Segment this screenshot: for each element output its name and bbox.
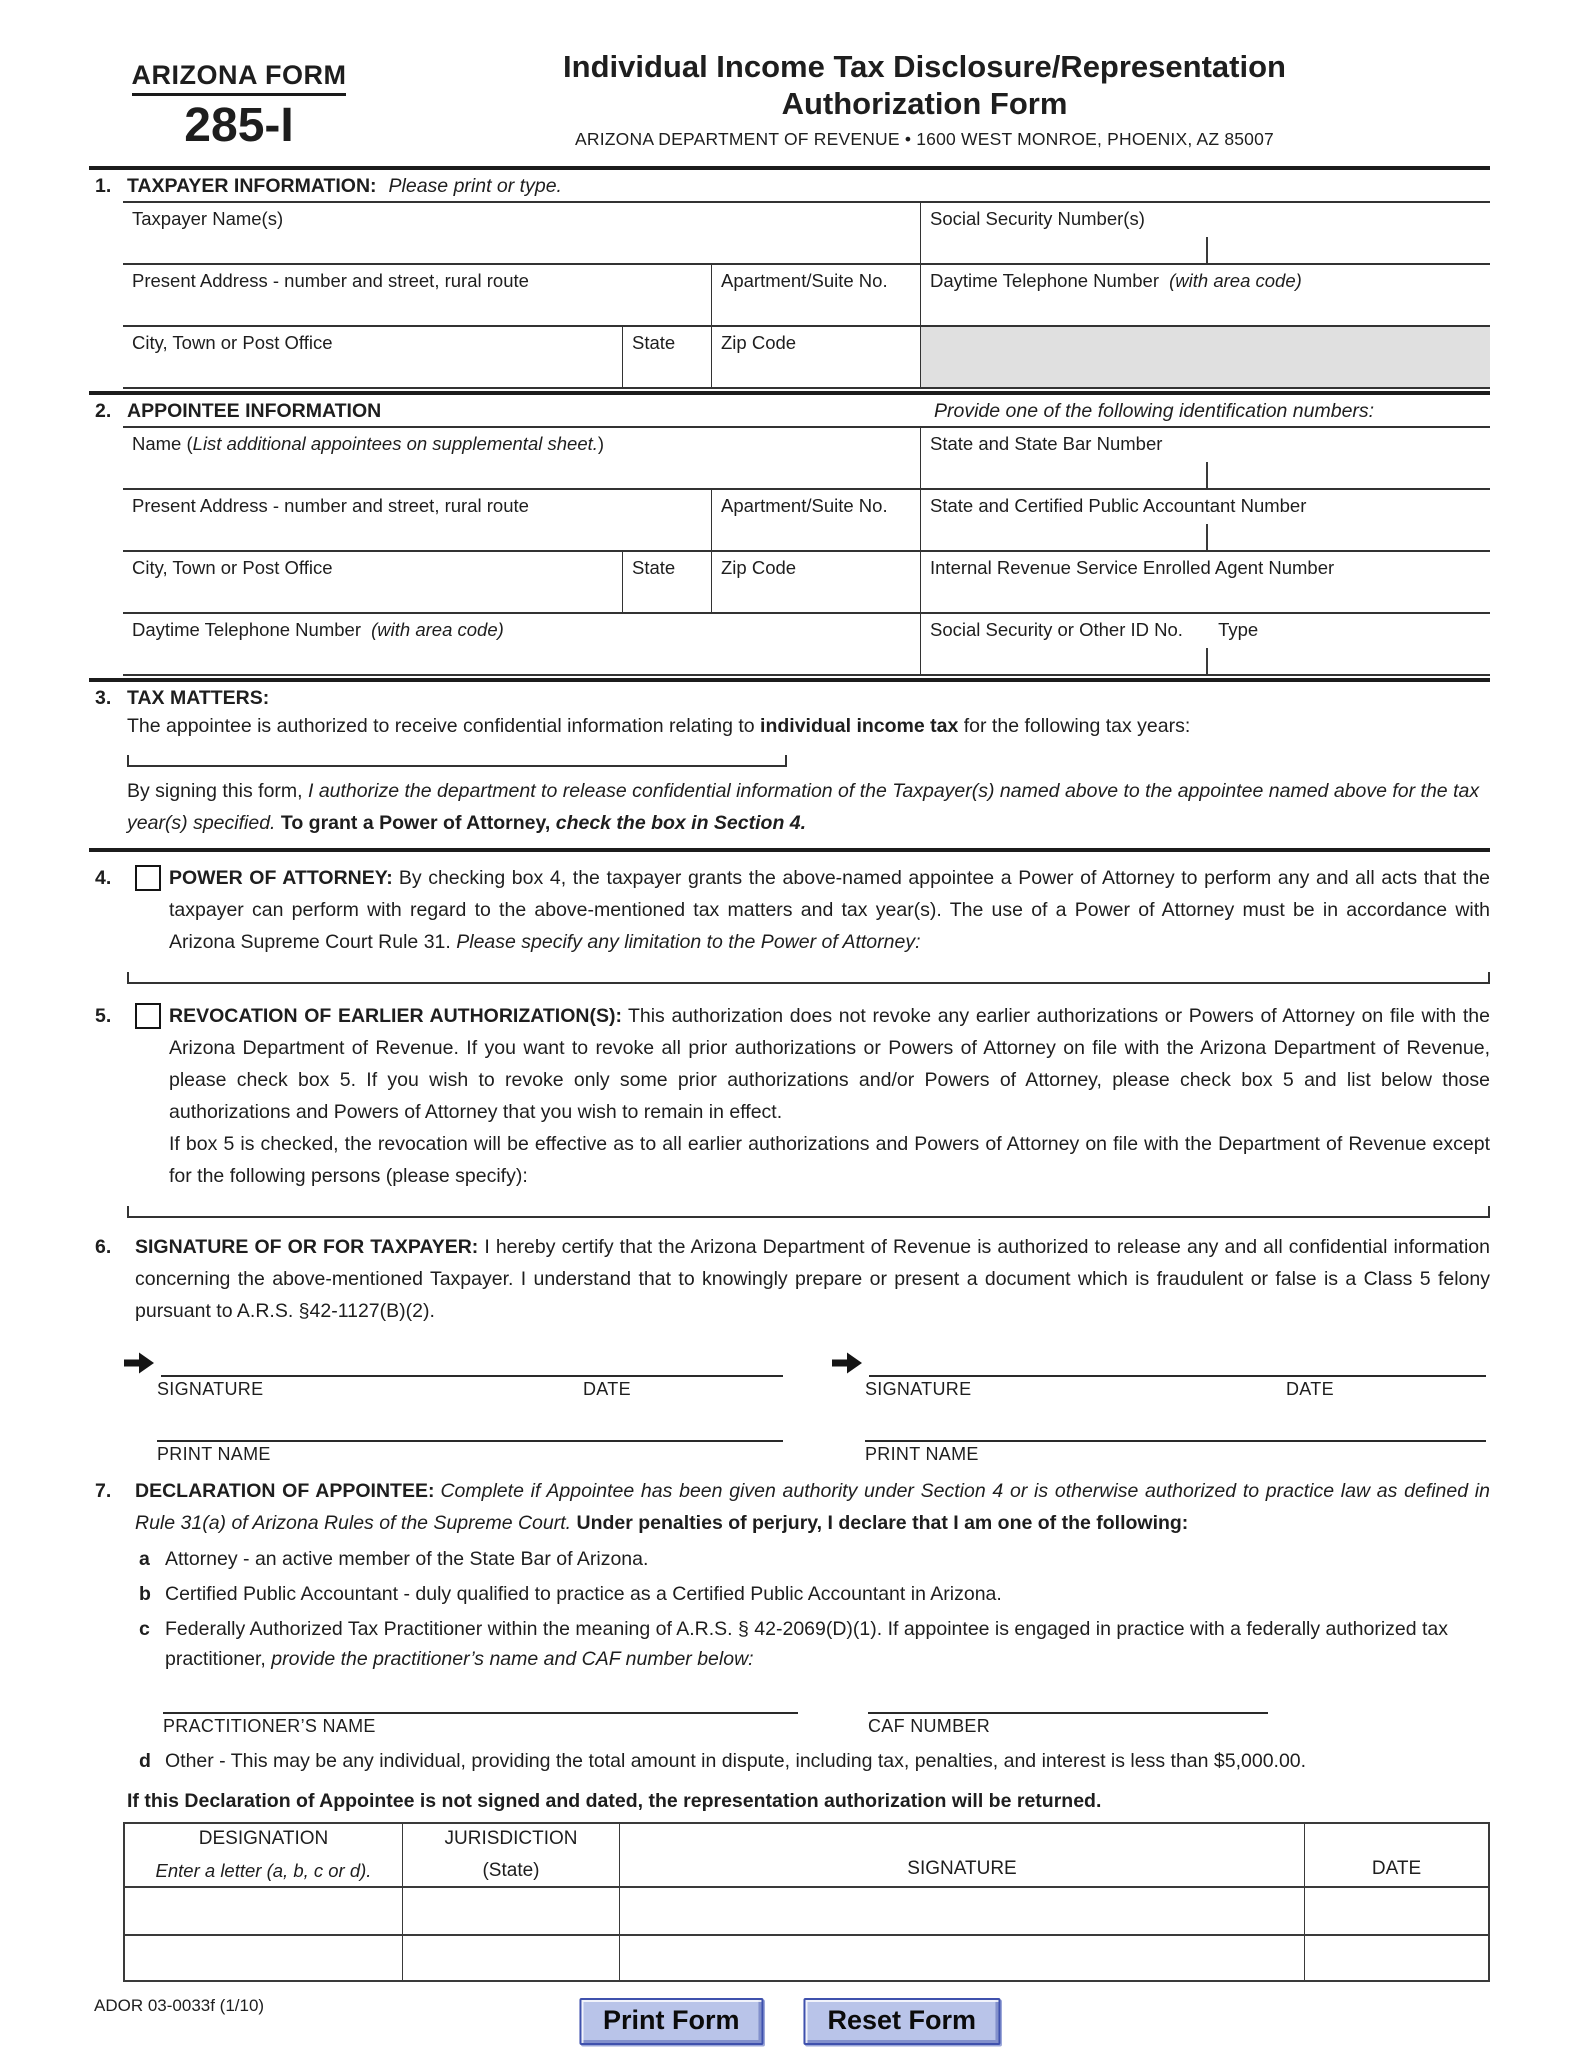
taxpayer-phone-note: (with area code): [1169, 270, 1302, 291]
taxpayer-name-field[interactable]: [123, 203, 920, 263]
field-divider-tick: [1206, 524, 1208, 550]
form-title-line1: Individual Income Tax Disclosure/Representation: [563, 49, 1286, 84]
item-text: [165, 1614, 1490, 1674]
practitioner-row: [163, 1696, 1490, 1737]
section1-header: [89, 170, 1490, 201]
appointee-apartment-label: Apartment/Suite No.: [721, 495, 888, 516]
section7-title: DECLARATION OF APPOINTEE:: [135, 1480, 435, 1502]
appointee-name-label-post: ): [597, 433, 605, 454]
cpa-number-label: State and Certified Public Accountant Number: [930, 495, 1307, 516]
section5-body2: If box 5 is checked, the revocation will be effective as to all earlier authorizations and Powers of Attorney on file with the Department of Revenue except for the following persons (please specify):: [169, 1133, 1490, 1187]
state-bar-number-label: State and State Bar Number: [930, 433, 1163, 454]
print-name-line-2[interactable]: [865, 1424, 1486, 1442]
form-title-block: [389, 48, 1490, 150]
print-name-label: PRINT NAME: [157, 1444, 271, 1464]
section4-title: POWER OF ATTORNEY:: [169, 867, 393, 889]
appointee-address-label: Present Address - number and street, rural route: [132, 495, 529, 516]
print-form-button[interactable]: Print Form: [579, 1998, 764, 2045]
section2-header: [89, 395, 1490, 426]
taxpayer-state-label: State: [632, 332, 676, 353]
signature-header: [619, 1824, 1304, 1886]
appointee-table-header: [125, 1824, 1488, 1888]
section5-number: 5.: [95, 1005, 112, 1027]
revocation-checkbox[interactable]: [135, 1003, 161, 1029]
appointee-phone-field[interactable]: [123, 614, 920, 674]
declaration-item-b: [135, 1579, 1490, 1609]
section2-title: APPOINTEE INFORMATION: [127, 400, 382, 422]
section3-para2-pre: By signing this form,: [127, 780, 308, 802]
item-letter: d: [139, 1750, 151, 1772]
item-letter: c: [139, 1618, 150, 1640]
ssn-or-other-id-label: Social Security or Other ID No.: [930, 619, 1183, 640]
date-label: DATE: [583, 1379, 631, 1399]
appointee-state-field[interactable]: [622, 552, 711, 612]
section3-para1-post: for the following tax years:: [958, 715, 1191, 737]
id-type-label: Type: [1218, 619, 1259, 640]
taxpayer-address-label: Present Address - number and street, rural route: [132, 270, 529, 291]
taxpayer-apartment-field[interactable]: [711, 265, 920, 325]
declaration-item-c: [135, 1614, 1490, 1674]
taxpayer-phone-label: Daytime Telephone Number: [930, 270, 1159, 291]
taxpayer-info-table: [123, 201, 1490, 389]
section2-number: 2.: [95, 400, 112, 422]
appointee-phone-note: (with area code): [371, 619, 504, 640]
caf-number-line[interactable]: [868, 1696, 1268, 1714]
appointee-zip-label: Zip Code: [721, 557, 797, 578]
item-c-text-italic: provide the practitioner’s name and CAF number below:: [271, 1648, 754, 1670]
irs-enrolled-agent-label: Internal Revenue Service Enrolled Agent Number: [930, 557, 1335, 578]
reset-form-button[interactable]: Reset Form: [803, 1998, 1000, 2045]
section5-body: This authorization does not revoke any earlier authorizations or Powers of Attorney on file with the Arizona Department of Revenue. If you want to revoke all prior authorizations or Powers of Attorney on file with the Arizona Department of Revenue, please check box 5. If you wish to revoke only some prior authorizations and/or Powers of Attorney, please check box 5 and list below those authorizations and Powers of Attorney that you wish to remain in effect.: [169, 1005, 1490, 1123]
field-divider-tick: [1206, 237, 1208, 263]
taxpayer-phone-field[interactable]: [920, 265, 1490, 325]
section4: [89, 862, 1490, 958]
item-c-text: Federally Authorized Tax Practitioner within the meaning of A.R.S. § 42-2069(D)(1). If appointee is engaged in practice with a federally authorized tax practitioner,: [165, 1618, 1449, 1670]
signature-line-2[interactable]: [869, 1353, 1486, 1377]
section3-para2-italic: I authorize the department to release confidential information of the Taxpayer(s) named above to the appointee named above for the tax year(s) specified.: [127, 780, 1480, 834]
appointee-name-label-italic: List additional appointees on supplemental sheet.: [192, 433, 598, 454]
form-footer: [89, 1990, 1490, 2048]
ssn-field[interactable]: [920, 203, 1490, 263]
tax-years-input-line[interactable]: [127, 755, 787, 767]
print-name-line-1[interactable]: [157, 1424, 783, 1442]
designation-cell-2[interactable]: [125, 1936, 402, 1980]
section6: [89, 1231, 1490, 1327]
form-title-line2: Authorization Form: [781, 86, 1068, 121]
irs-enrolled-agent-field[interactable]: [920, 552, 1490, 612]
designation-header: [125, 1824, 402, 1886]
appointee-address-field[interactable]: [123, 490, 711, 550]
appointee-zip-field[interactable]: [711, 552, 920, 612]
section7-intro: [135, 1475, 1490, 1539]
section3-para2-bold: To grant a Power of Attorney,: [275, 812, 556, 834]
arrow-icon: [831, 1350, 863, 1381]
section2-id-numbers-note: Provide one of the following identification numbers:: [934, 400, 1375, 422]
section3-paragraph2: [127, 775, 1490, 839]
item-text: Other - This may be any individual, providing the total amount in dispute, including tax, penalties, and interest is less than $5,000.00.: [165, 1750, 1307, 1772]
section6-number: 6.: [95, 1236, 112, 1258]
item-text: Certified Public Accountant - duly qualified to practice as a Certified Public Accountant in Arizona.: [165, 1583, 1002, 1605]
declaration-warning: If this Declaration of Appointee is not signed and dated, the representation authorization will be returned.: [127, 1790, 1102, 1812]
taxpayer-city-field[interactable]: [123, 327, 622, 387]
section7-number: 7.: [95, 1480, 112, 1502]
signature-block-2: [831, 1351, 1486, 1465]
taxpayer-zip-label: Zip Code: [721, 332, 797, 353]
designation-note: Enter a letter (a, b, c or d).: [155, 1860, 372, 1881]
section3-paragraph1: [127, 710, 1490, 742]
appointee-info-table: [123, 426, 1490, 676]
section1-number: 1.: [95, 175, 112, 197]
form-id-block: [89, 48, 389, 153]
appointee-city-label: City, Town or Post Office: [132, 557, 333, 578]
signature-cell-1[interactable]: [619, 1888, 1304, 1934]
item-letter: b: [139, 1583, 151, 1605]
section4-paragraph: [169, 862, 1490, 958]
section3-para1-pre: The appointee is authorized to receive confidential information relating to: [127, 715, 761, 737]
section4-body: By checking box 4, the taxpayer grants the above-named appointee a Power of Attorney to perform any and all acts that the taxpayer can perform with regard to the above-mentioned tax matters and tax year(s). The use of a Power of Attorney must be in accordance with Arizona Supreme Court Rule 31.: [169, 867, 1491, 953]
section5-title: REVOCATION OF EARLIER AUTHORIZATION(S):: [169, 1005, 622, 1027]
section7: [89, 1475, 1490, 1776]
section6-body: I hereby certify that the Arizona Department of Revenue is authorized to release any and all confidential information concerning the above-mentioned Taxpayer. I understand that to knowingly prepare or present a document which is fraudulent or false is a Class 5 felony pursuant to A.R.S. §42-1127(B)(2).: [135, 1236, 1490, 1322]
section3-header: [89, 682, 1490, 710]
appointee-name-field[interactable]: [123, 428, 920, 488]
practitioner-name-line[interactable]: [163, 1696, 798, 1714]
section-divider: [89, 848, 1490, 852]
appointee-apartment-field[interactable]: [711, 490, 920, 550]
appointee-phone-label: Daytime Telephone Number: [132, 619, 361, 640]
ssn-or-other-id-field[interactable]: [920, 614, 1490, 674]
section5: [89, 1000, 1490, 1192]
section6-paragraph: [135, 1231, 1490, 1327]
date-label: DATE: [1286, 1379, 1334, 1399]
appointee-city-field[interactable]: [123, 552, 622, 612]
designation-label: DESIGNATION: [198, 1828, 329, 1849]
department-address-line: ARIZONA DEPARTMENT OF REVENUE • 1600 WEST MONROE, PHOENIX, AZ 85007: [575, 129, 1274, 149]
section5-paragraph1: [169, 1000, 1490, 1128]
designation-cell-1[interactable]: [125, 1888, 402, 1934]
section1-note: Please print or type.: [388, 175, 562, 197]
revocation-exceptions-input-line[interactable]: [127, 1206, 1490, 1218]
form-code: ADOR 03-0033f (1/10): [94, 1996, 265, 2015]
signature-block-1: [123, 1351, 783, 1465]
section3-para1-bold: individual income tax: [760, 715, 959, 737]
jurisdiction-note: (State): [482, 1860, 540, 1881]
appointee-state-label: State: [632, 557, 676, 578]
signature-line-1[interactable]: [161, 1353, 783, 1377]
jurisdiction-header: [402, 1824, 619, 1886]
section1-title: TAXPAYER INFORMATION:: [127, 175, 377, 197]
date-header: [1304, 1824, 1488, 1886]
taxpayer-apartment-label: Apartment/Suite No.: [721, 270, 888, 291]
jurisdiction-cell-2[interactable]: [402, 1936, 619, 1980]
section3-number: 3.: [95, 687, 112, 709]
signature-cell-2[interactable]: [619, 1936, 1304, 1980]
jurisdiction-cell-1[interactable]: [402, 1888, 619, 1934]
poa-limitation-input-line[interactable]: [127, 972, 1490, 984]
taxpayer-address-field[interactable]: [123, 265, 711, 325]
appointee-table-row-2: [125, 1934, 1488, 1980]
section7-intro-italic: Complete if Appointee has been given authority under Section 4 or is otherwise authorized to practice law as defined in Rule 31(a) of Arizona Rules of the Supreme Court.: [135, 1480, 1490, 1534]
signature-column-label: SIGNATURE: [907, 1858, 1017, 1879]
ssn-label: Social Security Number(s): [930, 208, 1145, 229]
state-bar-number-field[interactable]: [920, 428, 1490, 488]
form-number: 285-I: [184, 99, 294, 152]
date-cell-2[interactable]: [1304, 1936, 1488, 1980]
section6-title: SIGNATURE OF OR FOR TAXPAYER:: [135, 1236, 479, 1258]
appointee-table-row-1: [125, 1888, 1488, 1934]
form-id-label: ARIZONA FORM: [132, 60, 347, 96]
item-letter: a: [139, 1548, 150, 1570]
print-name-label: PRINT NAME: [865, 1444, 979, 1464]
section4-body-italic: Please specify any limitation to the Power of Attorney:: [456, 931, 921, 953]
appointee-name-label-pre: Name (: [132, 433, 193, 454]
section4-number: 4.: [95, 867, 112, 889]
field-divider-tick: [1206, 462, 1208, 488]
section3-title: TAX MATTERS:: [127, 687, 270, 709]
taxpayer-name-label: Taxpayer Name(s): [132, 208, 284, 229]
section7-intro-bold: Under penalties of perjury, I declare that I am one of the following:: [571, 1512, 1189, 1534]
appointee-signature-table: [123, 1822, 1490, 1982]
signature-label: SIGNATURE: [865, 1379, 972, 1399]
taxpayer-state-field[interactable]: [622, 327, 711, 387]
cpa-number-field[interactable]: [920, 490, 1490, 550]
power-of-attorney-checkbox[interactable]: [135, 865, 161, 891]
date-cell-1[interactable]: [1304, 1888, 1488, 1934]
declaration-item-a: [135, 1544, 1490, 1574]
taxpayer-zip-field[interactable]: [711, 327, 920, 387]
section5-paragraph2: [169, 1128, 1490, 1192]
taxpayer-city-label: City, Town or Post Office: [132, 332, 333, 353]
date-column-label: DATE: [1371, 1858, 1422, 1879]
signature-label: SIGNATURE: [157, 1379, 264, 1399]
practitioner-name-label: PRACTITIONER’S NAME: [163, 1716, 376, 1736]
taxpayer-signature-row: [123, 1351, 1490, 1465]
caf-number-label: CAF NUMBER: [868, 1716, 991, 1736]
field-divider-tick: [1206, 648, 1208, 674]
shaded-cell: [920, 327, 1490, 387]
declaration-item-d: [135, 1746, 1490, 1776]
section3-para2-bold-italic: check the box in Section 4.: [555, 812, 807, 834]
jurisdiction-label: JURISDICTION: [444, 1828, 578, 1849]
form-header: [89, 48, 1490, 153]
arrow-icon: [123, 1350, 155, 1381]
item-text: Attorney - an active member of the State Bar of Arizona.: [165, 1548, 649, 1570]
